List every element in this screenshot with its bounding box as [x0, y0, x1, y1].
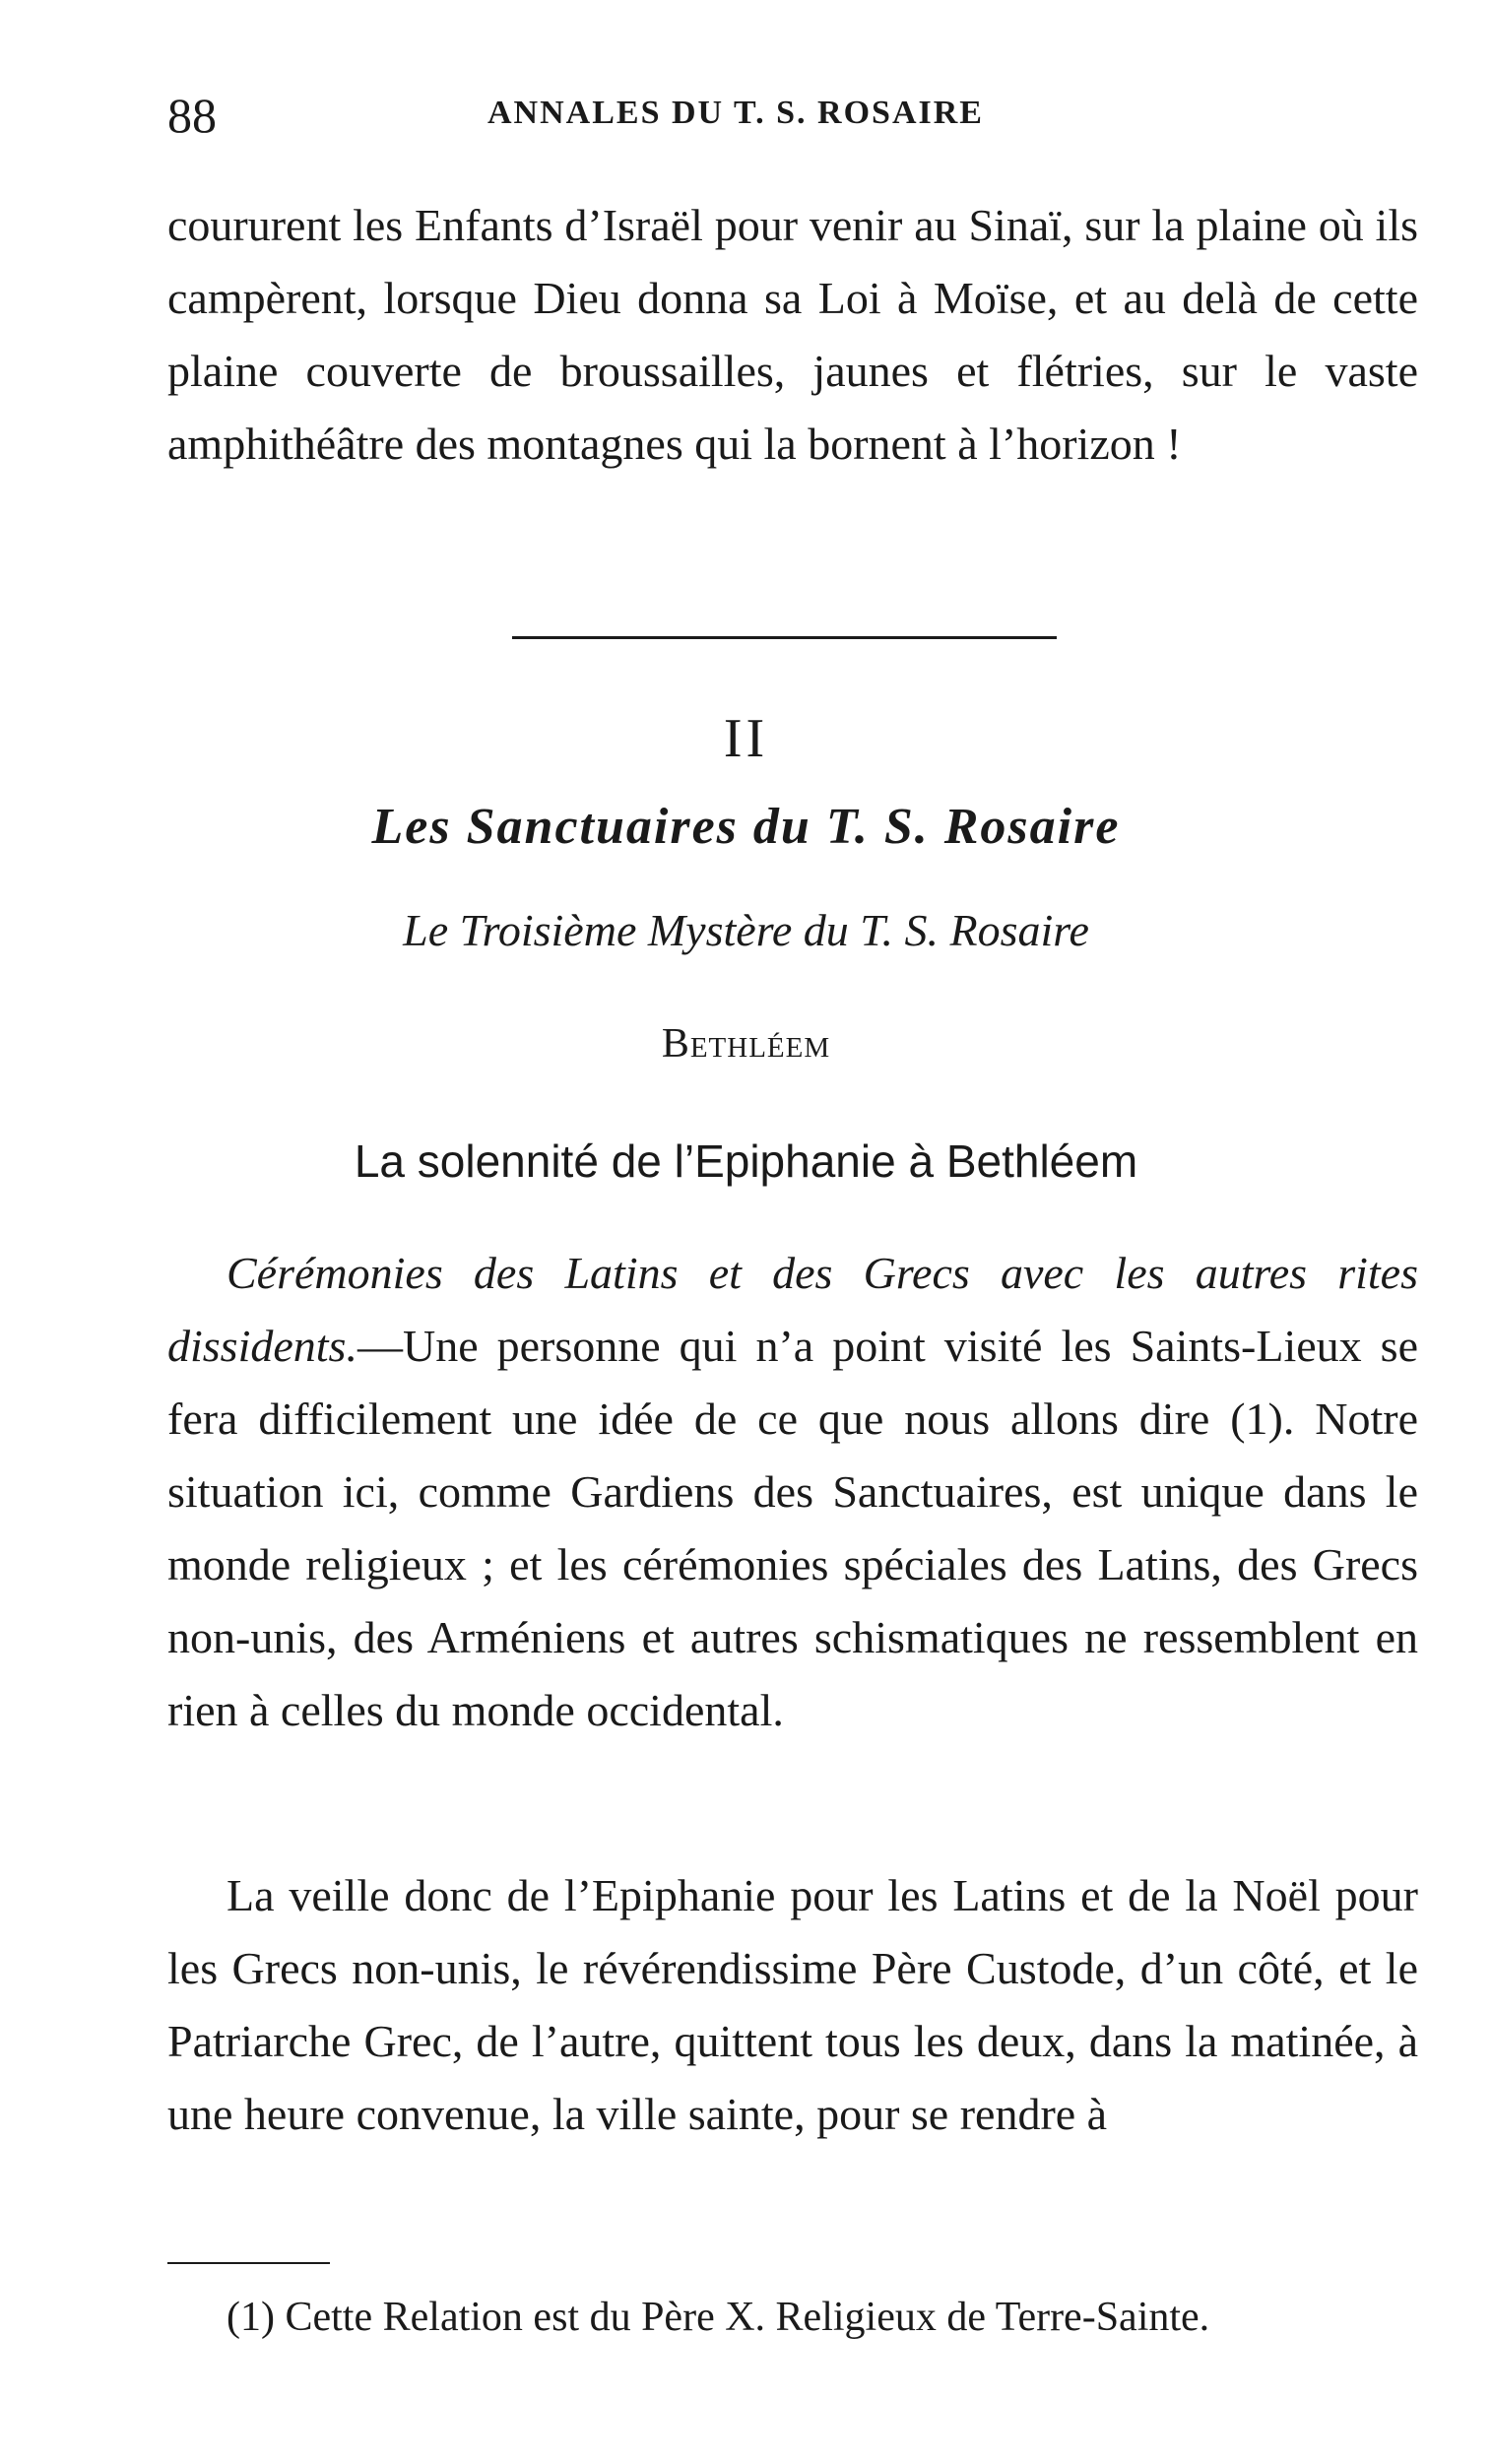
opening-paragraph: coururent les Enfants d’Israël pour venir au Sinaï, sur la plaine où ils campèrent, lorsque Dieu donna sa Loi à Moïse, et au delà de cette plaine couverte de broussailles, jaunes et flétries, sur le vaste amphithéâtre des montagnes qui la bornent à l’horizon ! [167, 200, 1418, 469]
section-title: Les Sanctuaires du T. S. Rosaire [371, 799, 1121, 855]
place-heading: Bethléem [661, 1021, 831, 1067]
footnote-text: Cette Relation est du Père X. Religieux de Terre-Sainte. [285, 2295, 1210, 2340]
footnote-line [167, 2287, 1418, 2348]
section-number: II [723, 708, 769, 769]
footnote [167, 2287, 1418, 2348]
page-header [167, 87, 1418, 146]
main-paragraph [167, 1237, 1418, 1747]
running-head: ANNALES DU T. S. ROSAIRE [487, 95, 984, 131]
section-subtitle: Le Troisième Mystère du T. S. Rosaire [403, 905, 1089, 955]
footnote-divider [167, 2262, 330, 2264]
second-paragraph: La veille donc de l’Epiphanie pour les Latins et de la Noël pour les Grecs non-unis, le révérendissime Père Custode, d’un côté, et le Patriarche Grec, de l’autre, quittent tous les deux, dans la matinée, à une heure convenue, la ville sainte, pour se rendre à [167, 1870, 1418, 2139]
paragraph-lead: Cérémonies des Latins et des Grecs avec les autres rites dissidents. [167, 1248, 1418, 1371]
paragraph-body: —Une personne qui n’a point visité les Saints-Lieux se fera difficilement une idée de ce que nous allons dire (1). Notre situation ici, comme Gardiens des Sanctuaires, est unique dans le monde religieux ; et les cérémonies spéciales des Latins, des Grecs non-unis, des Arméniens et autres schismatiques ne ressemblent en rien à celles du monde occidental. [167, 1321, 1418, 1735]
footnote-marker: (1) [227, 2295, 275, 2340]
page-number: 88 [167, 88, 217, 143]
section-divider [512, 636, 1057, 639]
chapter-title: La solennité de l’Epiphanie à Bethléem [354, 1135, 1138, 1187]
